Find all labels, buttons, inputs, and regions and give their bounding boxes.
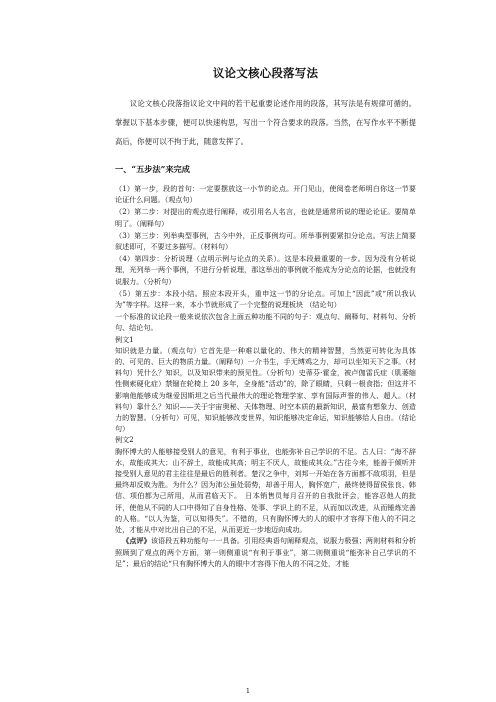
comment-paragraph — [115, 535, 416, 569]
page-title: 议论文核心段落写法 — [212, 66, 319, 80]
step-5: （5）第五步：本段小结。照应本段开头，重申这一节的分论点。可加上“因此”或“所以我认为”等字样。这样一来，本小节就形成了一个完整的说理板块 （结论句） — [115, 288, 416, 310]
step-1: （1）第一步，段的首句：一定要摆放这一小节的论点。开门见山，使阅卷老师明白你这一节要论证什么问题。（观点句） — [115, 184, 416, 205]
section-heading: 一、“五步法”来完成 — [115, 164, 190, 174]
example-1-label: 例文1 — [115, 334, 134, 344]
example-2-label: 例文2 — [115, 435, 134, 445]
page-number: 1 — [245, 687, 251, 695]
comment-lead: 《点评》 — [122, 536, 151, 546]
summary-paragraph: 一个标准的议论段一般来说依次包含上面五种功能不同的句子：观点句、阐释句、材料句、分析句、结论句。 — [115, 312, 416, 333]
example-1-text: 知识就是力量。（观点句）它首先是一种难以量化的、伟大的精神智慧，当然更可转化为具体的、可见的、巨大的物质力量。（阐释句）一介书生，手无缚鸡之力，却可以坐知天下之事。（材料句）凭什么？知识，以及知识带来的预见性。（分析句）史蒂芬·霍金，被卢伽雷氏症（肌萎缩性侧索硬化症）禁锢在轮椅上 20 多年，全身能“活动”的，除了眼睛，只剩一根食指；但这并不影响他能够成为继爱因斯坦之后当代最伟大的理论物理学家、享有国际声誉的伟人、超人。（材料句）靠什么？知识——关于宇宙奥秘、天体物理、时空本质的最新知识，最富有想象力、创造力的智慧。（分析句）可见，知识能够改变世界，知识能够决定命运，知识能够给人自由。（结论句） — [115, 345, 416, 434]
example-2-text: 胸怀博大的人能够接受别人的意见，有利于事业，也能弥补自己学识的不足。古人曰：“海不辞水，故能成其大；山不辞土，故能成其高；明主不厌人，故能成其众。”古往今来，能善于倾听并接受别人意见的君主往往是最后的胜利者。楚汉之争中，刘邦一开始在各方面都不敌项羽，但是最终却反败为胜。为什么？因为沛公虽处弱势，却善于用人，胸怀宽广，最终使得留侯张良、韩信、项伯都为己所用，从而君临天下。 日本销售员每月召开的自我批评会，能容忍他人的批评，使他从不同的人口中得知了自身性格、处事、学识上的不足，从而加以改进，从而锤炼完善的人格。“以人为鉴，可以知得失”。不错的，只有胸怀博大的人的眼中才容得下他人的不同之处，才能从中对比出自己的不足，从而更近一步地迈向成功。 — [115, 446, 416, 535]
step-3: （3）第三步：列举典型事例，古今中外，正反事例均可。所举事例要紧扣分论点。写法上简要叙述即可，不要过多描写。（材料句） — [115, 230, 416, 252]
comment-text: 该语段五种功能句一一具备。引用经典语句阐释观点，说服力极强；两则材料和分析照顾到了观点的两个方面，第一则侧重说“有利于事业”，第二则侧重说“能弥补自己学识的不足”；最后的结论“只有胸怀博大的人的眼中才容得下他人的不同之处，才能 — [115, 536, 416, 568]
intro-paragraph: 议论文核心段落指议论文中间的若干起重要论述作用的段落，其写法是有规律可循的。掌握以下基本步骤，便可以快速构思，写出一个符合要求的段落。当然，在写作水平不断提高后，你便可以不拘于此，随意发挥了。 — [115, 99, 416, 146]
step-2: （2）第二步：对提出的观点进行阐释，或引用名人名言，也就是通常所说的理论论证。要简单明了。（阐释句） — [115, 207, 416, 228]
step-4: （4）第四步：分析说理（点明示例与论点的关系）。这是本段最重要的一步。因为没有分析说理，光列举一两个事例，不进行分析说理，那这举出的事例就不能成为分论点的论据，也就没有说服力。（分析句） — [115, 254, 416, 286]
